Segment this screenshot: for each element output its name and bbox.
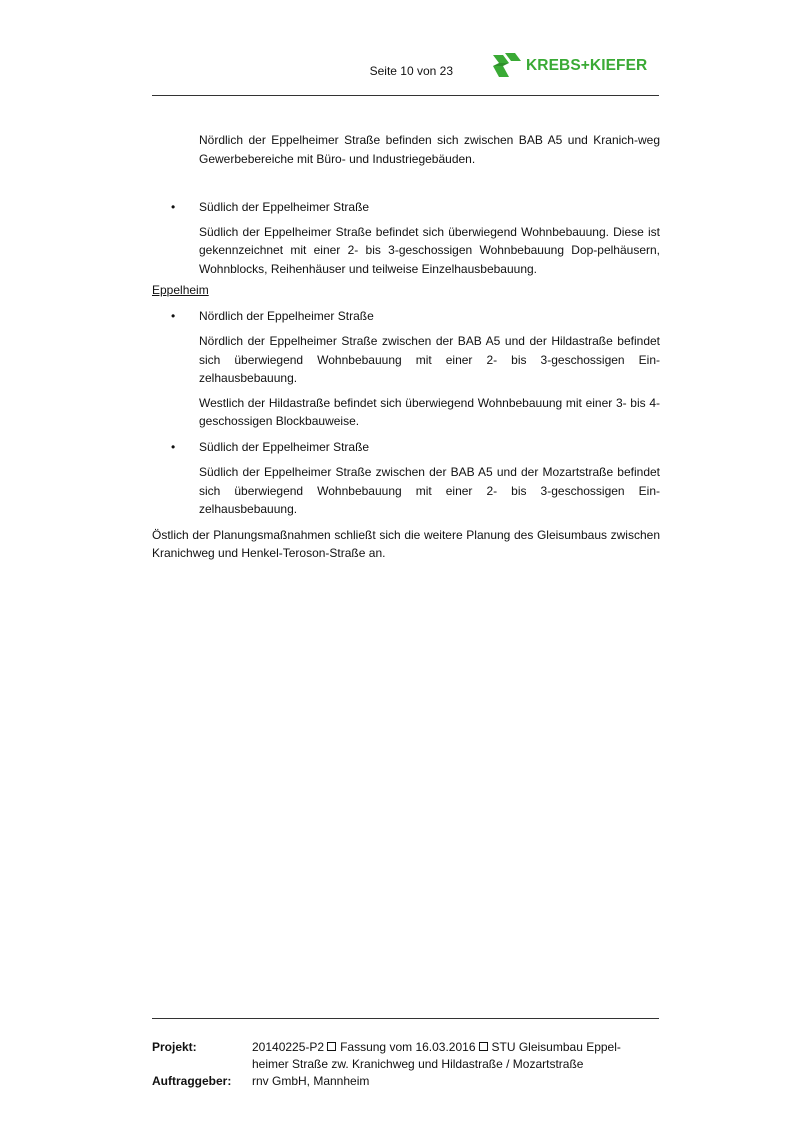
section-heading-eppelheim: Eppelheim (152, 283, 209, 297)
paragraph-gleisumbau: Östlich der Planungsmaßnahmen schließt sich die weitere Planung des Gleisumbaus zwischen Kranichweg und Henkel-Teroson-Straße an. (152, 527, 660, 560)
bullet-icon: • (171, 439, 176, 454)
paragraph-north-hildastrasse: Nördlich der Eppelheimer Straße zwischen der BAB A5 und der Hildastraße befindet sich überwiegend Wohnbebauung mit einer 2- bis 3-geschossigen Ein-zelhausbebauung. (199, 334, 660, 385)
bullet-title: Südlich der Eppelheimer Straße (199, 200, 370, 214)
client-value: rnv GmbH, Mannheim (252, 1074, 370, 1088)
project-value (252, 1039, 642, 1073)
separator-square-icon (479, 1042, 488, 1051)
project-title: STU Gleisumbau Eppel-heimer Straße zw. Kranichweg und Hildastraße / Mozartstraße (252, 1040, 621, 1071)
bullet-item-north (171, 307, 660, 326)
project-number: 20140225-P2 (252, 1040, 325, 1054)
bullet-item-south (171, 198, 660, 217)
footer (152, 1039, 659, 1090)
project-label: Projekt: (152, 1040, 197, 1054)
krebs-kiefer-logo-icon (491, 53, 521, 79)
bullet-icon: • (171, 308, 176, 323)
bullet-title: Südlich der Eppelheimer Straße (199, 439, 370, 454)
footer-project-row (152, 1039, 659, 1073)
paragraph-south-mozartstrasse: Südlich der Eppelheimer Straße zwischen der BAB A5 und der Mozartstraße befindet sich überwiegend Wohnbebauung mit einer 2- bis 3-geschossigen Ein-zelhausbebauung. (199, 465, 660, 516)
separator-square-icon (327, 1042, 336, 1051)
bullet-title: Nördlich der Eppelheimer Straße (199, 308, 374, 323)
page-number: Seite 10 von 23 (369, 64, 453, 78)
document-body (152, 131, 660, 563)
paragraph-north-gewerbe: Nördlich der Eppelheimer Straße befinden sich zwischen BAB A5 und Kranich-weg Gewerbebereiche mit Büro- und Industriegebäuden. (199, 133, 660, 166)
paragraph-south-wohnbebauung: Südlich der Eppelheimer Straße befindet sich überwiegend Wohnbebauung. Diese ist gekennzeichnet mit einer 2- bis 3-geschossigen Wohnbebauung Dop-pelhäusern, Wohnblocks, Reihenhäuser und teilweise Einzelhausbebauung. (199, 224, 660, 276)
bullet-item-south-2 (171, 438, 660, 457)
company-logo (491, 52, 647, 80)
client-label: Auftraggeber: (152, 1074, 232, 1088)
logo-text: KREBS+KIEFER (526, 57, 648, 74)
project-version: Fassung vom 16.03.2016 (340, 1040, 476, 1054)
footer-client-row (152, 1073, 659, 1090)
bullet-icon: • (171, 200, 176, 214)
footer-divider (152, 1018, 659, 1019)
header-divider (152, 95, 659, 96)
paragraph-west-hildastrasse: Westlich der Hildastraße befindet sich überwiegend Wohnbebauung mit einer 3- bis 4-geschossigen Blockbauweise. (199, 395, 660, 428)
